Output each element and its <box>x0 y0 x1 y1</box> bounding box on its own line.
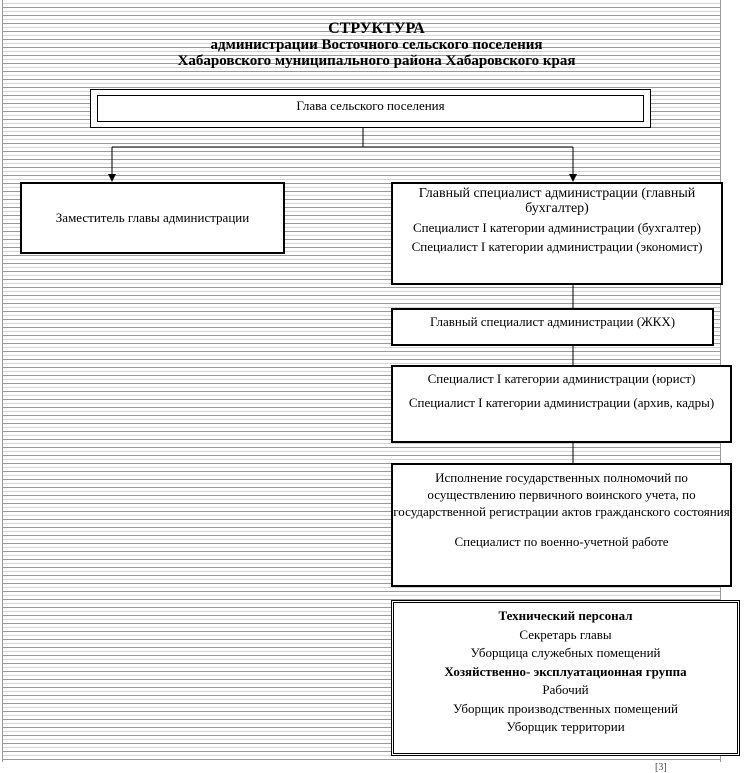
chart-subtitle-org: администрации Восточного сельского поселения <box>210 37 543 53</box>
tech-item-secretary: Секретарь главы <box>519 626 612 642</box>
head-label: Глава сельского поселения <box>296 98 445 113</box>
accountant-label: Специалист I категории администрации (бухгалтер) <box>412 220 701 235</box>
chart-subtitle-region: Хабаровского муниципального района Хабаровского края <box>177 53 576 69</box>
page-marker: [3] <box>655 762 667 773</box>
jkh-box <box>391 308 714 346</box>
tech-staff-heading: Технический персонал <box>498 608 633 623</box>
tech-staff-box <box>391 600 740 756</box>
tech-item-worker: Рабочий <box>542 682 589 697</box>
tech-item-office-cleaner: Уборщица служебных помещений <box>470 645 661 660</box>
tech-item-industrial-cleaner: Уборщик производственных помещений <box>453 700 678 716</box>
deputy-box <box>20 182 285 254</box>
head-box <box>90 89 651 128</box>
chart-title: СТРУКТУРА <box>328 20 425 37</box>
tech-item-territory-cleaner: Уборщик территории <box>506 719 625 734</box>
jurist-box <box>391 365 732 443</box>
archive-hr-label: Специалист I категории администрации (архив, кадры) <box>408 395 715 410</box>
military-box <box>391 463 732 587</box>
jkh-label: Главный специалист администрации (ЖКХ) <box>429 314 676 329</box>
chief-accountant-label: Главный специалист администрации (главный бухгалтер) <box>418 186 696 216</box>
economist-label: Специалист I категории администрации (экономист) <box>411 239 703 254</box>
military-specialist-label: Специалист по военно-учетной работе <box>454 534 669 549</box>
maintenance-group-heading: Хозяйственно- эксплуатационная группа <box>444 663 687 679</box>
accounting-box <box>391 182 723 285</box>
head-box-inner <box>97 95 644 122</box>
state-powers-label: Исполнение государственных полномочий по осуществлению первичного воинского учета, по государственной регистрации актов гражданского состояния <box>393 470 730 519</box>
deputy-label: Заместитель главы администрации <box>55 210 250 225</box>
lawyer-label: Специалист I категории администрации (юрист) <box>427 371 696 386</box>
